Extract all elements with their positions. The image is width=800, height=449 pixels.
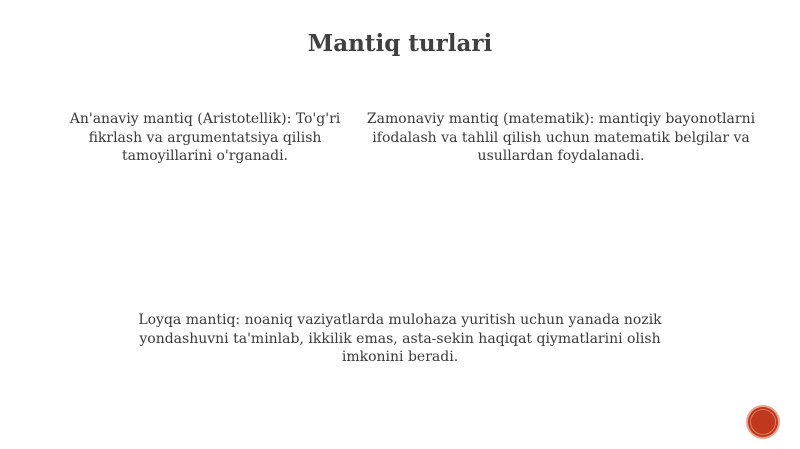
text-block-modern-logic xyxy=(352,110,770,166)
text-line: Zamonaviy mantiq (matematik): mantiqiy bayonotlarni xyxy=(366,111,756,127)
slide-title: Mantiq turlari xyxy=(307,30,493,57)
slide-nav-button[interactable] xyxy=(748,407,778,437)
text-block-traditional-logic xyxy=(40,110,370,166)
circle-nav-icon xyxy=(748,407,778,437)
text-line: imkonini beradi. xyxy=(341,349,459,365)
text-line: ifodalash va tahlil qilish uchun matematik belgilar va xyxy=(372,129,750,146)
text-line: Loyqa mantiq: noaniq vaziyatlarda mulohaza yuritish uchun yanada nozik xyxy=(138,312,662,328)
text-line: tamoyillarini o'rganadi. xyxy=(121,148,288,164)
text-line: yondashuvni ta'minlab, ikkilik emas, asta-sekin haqiqat qiymatlarini olish xyxy=(139,330,661,347)
text-line: usullardan foydalanadi. xyxy=(477,148,645,164)
text-line: fikrlash va argumentatsiya qilish xyxy=(88,129,322,146)
text-block-fuzzy-logic xyxy=(115,311,685,367)
text-line: An'anaviy mantiq (Aristotellik): To'g'ri xyxy=(69,111,341,127)
